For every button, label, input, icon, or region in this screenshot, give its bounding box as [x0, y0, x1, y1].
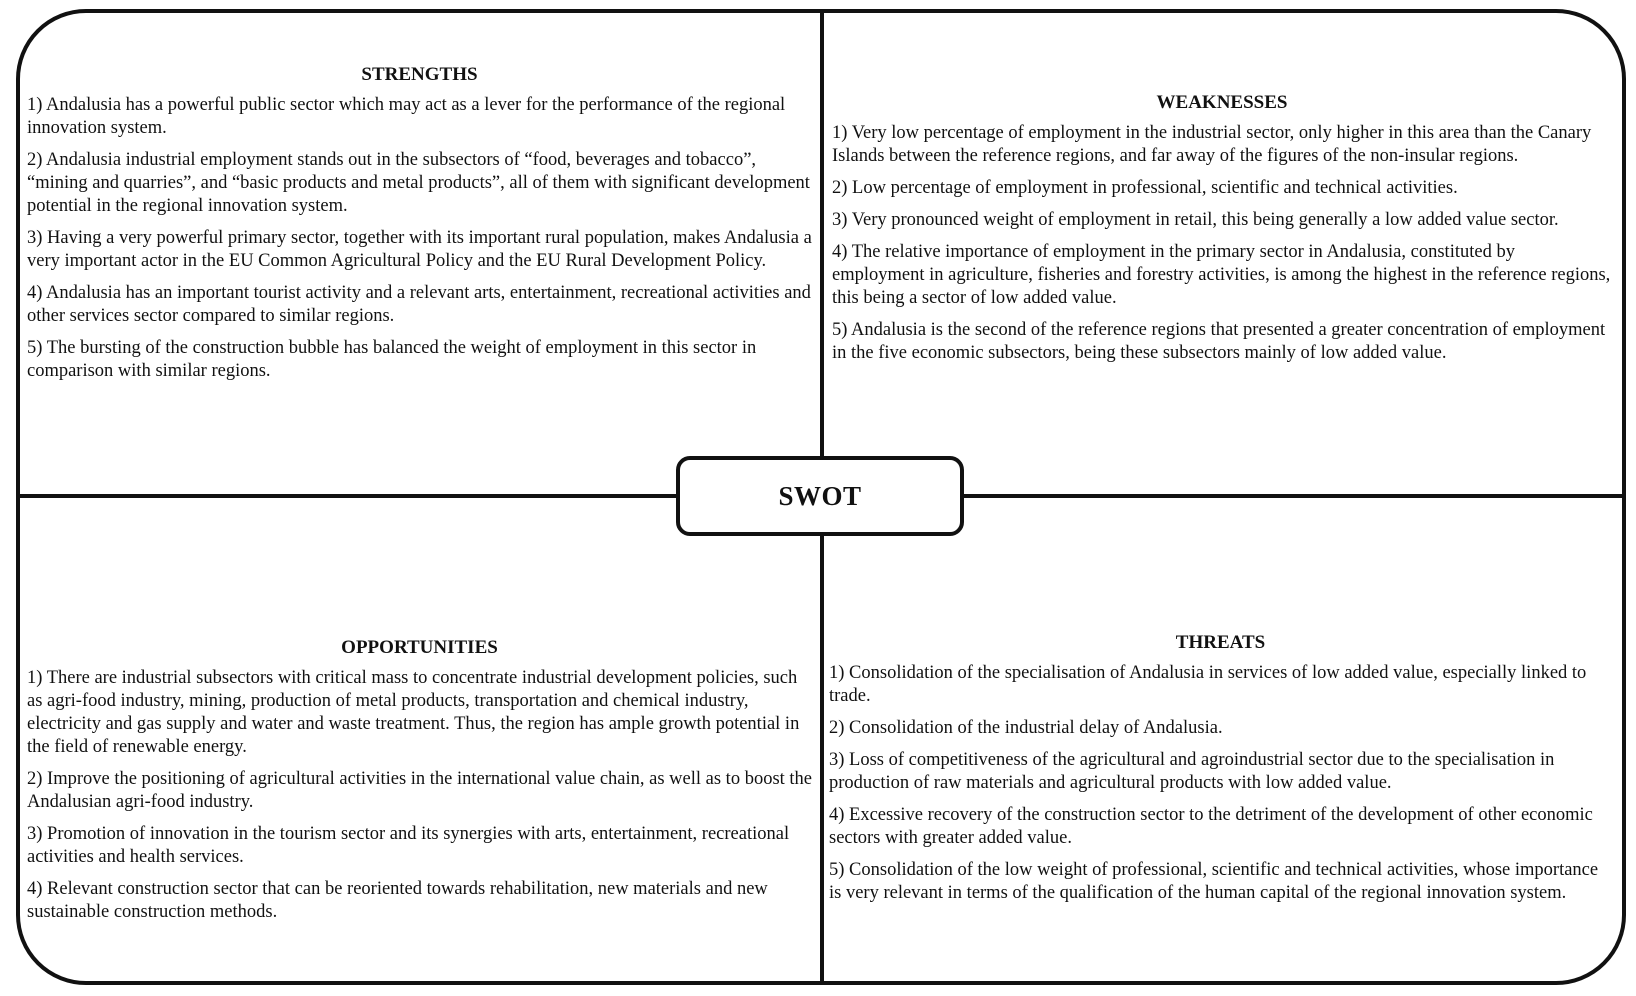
threats-item: 4) Excessive recovery of the construction sector to the detriment of the development of other economic sectors with greater added value. [829, 805, 1593, 848]
opportunities-item: 2) Improve the positioning of agricultural activities in the international value chain, as well as to boost the Andalusian agri-food industry. [27, 769, 813, 812]
strengths-quadrant [27, 64, 812, 392]
opportunities-item: 3) Promotion of innovation in the tourism sector and its synergies with arts, entertainment, recreational activities and health services. [27, 824, 790, 867]
swot-center-label: SWOT [778, 480, 862, 511]
strengths-item: 4) Andalusia has an important tourist activity and a relevant arts, entertainment, recreational activities and other services sector compared to similar regions. [27, 283, 811, 326]
strengths-list [27, 94, 812, 383]
weaknesses-quadrant [832, 92, 1612, 374]
strengths-title: STRENGTHS [361, 64, 478, 85]
threats-title: THREATS [1175, 632, 1266, 653]
threats-quadrant [829, 632, 1612, 914]
opportunities-quadrant [27, 637, 812, 933]
opportunities-item: 1) There are industrial subsectors with critical mass to concentrate industrial development policies, such as agri-food industry, mining, production of metal products, transportation and chemical industry, electricity and gas supply and water and waste treatment. Thus, the region has ample growth potential in the field of renewable energy. [27, 668, 800, 757]
strengths-item: 5) The bursting of the construction bubble has balanced the weight of employment in this sector in comparison with similar regions. [27, 338, 757, 381]
opportunities-list [27, 667, 812, 924]
weaknesses-item: 3) Very pronounced weight of employment in retail, this being generally a low added value sector. [832, 210, 1559, 230]
weaknesses-item: 5) Andalusia is the second of the reference regions that presented a greater concentration of employment in the five economic subsectors, being these subsectors mainly of low added value. [832, 320, 1606, 363]
strengths-item: 1) Andalusia has a powerful public sector which may act as a lever for the performance of the regional innovation system. [27, 95, 786, 138]
weaknesses-title: WEAKNESSES [1156, 92, 1288, 113]
weaknesses-list [832, 122, 1612, 365]
swot-center-box [676, 456, 964, 536]
strengths-item: 3) Having a very powerful primary sector, together with its important rural population, makes Andalusia a very important actor in the EU Common Agricultural Policy and the EU Rural Development Policy. [27, 228, 812, 271]
weaknesses-item: 4) The relative importance of employment in the primary sector in Andalusia, constituted by employment in agriculture, fisheries and forestry activities, is among the highest in the reference regions, this being a sector of low added value. [832, 242, 1611, 308]
threats-item: 1) Consolidation of the specialisation of Andalusia in services of low added value, especially linked to trade. [829, 663, 1587, 706]
weaknesses-item: 1) Very low percentage of employment in the industrial sector, only higher in this area than the Canary Islands between the reference regions, and far away of the figures of the non-insular regions. [832, 123, 1592, 166]
weaknesses-item: 2) Low percentage of employment in professional, scientific and technical activities. [832, 178, 1458, 198]
threats-list [829, 662, 1612, 905]
threats-item: 5) Consolidation of the low weight of professional, scientific and technical activities, whose importance is very relevant in terms of the qualification of the human capital of the regional innovation system. [829, 860, 1599, 903]
threats-item: 3) Loss of competitiveness of the agricultural and agroindustrial sector due to the specialisation in production of raw materials and agricultural products with low added value. [829, 750, 1555, 793]
opportunities-title: OPPORTUNITIES [341, 637, 498, 658]
threats-item: 2) Consolidation of the industrial delay of Andalusia. [829, 718, 1223, 738]
opportunities-item: 4) Relevant construction sector that can be reoriented towards rehabilitation, new materials and new sustainable construction methods. [27, 879, 768, 922]
strengths-item: 2) Andalusia industrial employment stands out in the subsectors of “food, beverages and tobacco”, “mining and quarries”, and “basic products and metal products”, all of them with significant development potential in the regional innovation system. [27, 150, 810, 216]
